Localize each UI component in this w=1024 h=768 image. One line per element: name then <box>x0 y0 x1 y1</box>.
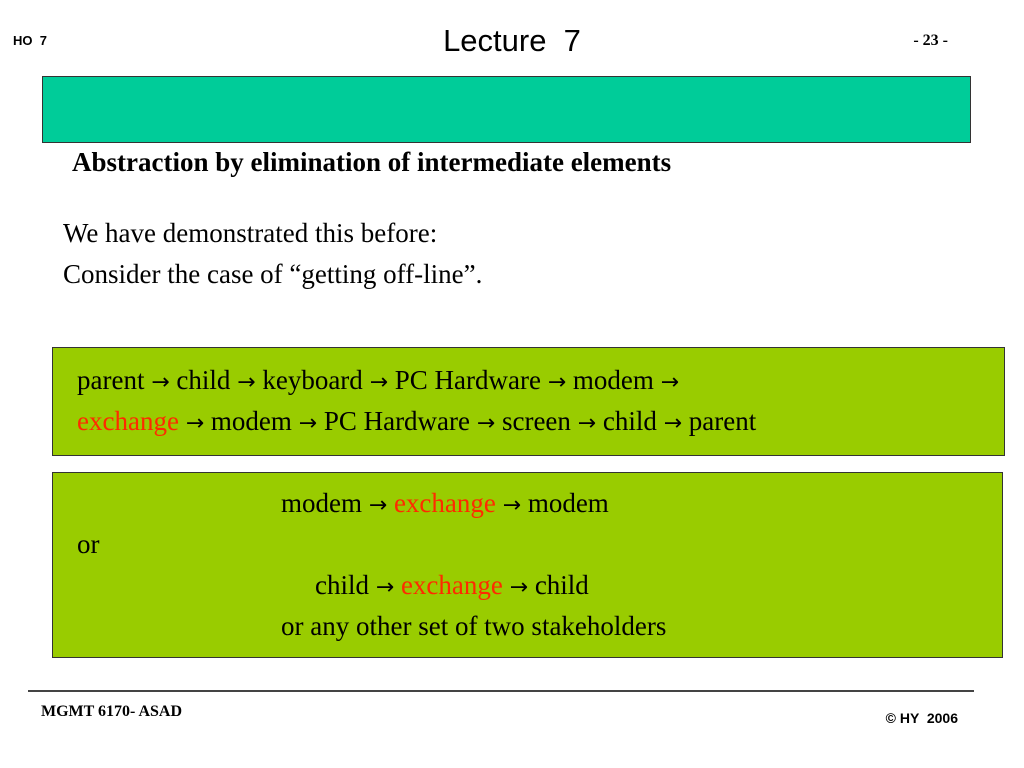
flow-box-full-chain <box>52 347 1005 456</box>
abstract-line-child <box>315 570 589 601</box>
slide-heading: Abstraction by elimination of intermediate elements <box>72 147 672 177</box>
chain-step-highlight: exchange <box>400 570 503 600</box>
right-arrow-icon: → <box>151 370 170 395</box>
footer-divider <box>28 690 974 692</box>
header-band <box>42 76 971 143</box>
chain-step: modem <box>281 488 362 518</box>
right-arrow-icon: → <box>375 575 395 600</box>
intro-line-1: We have demonstrated this before: <box>63 218 438 248</box>
handout-label: HO 7 <box>13 33 47 48</box>
chain-step: screen <box>501 406 571 436</box>
chain-step: child <box>176 365 231 395</box>
intro-line-2: Consider the case of “getting off-line”. <box>63 259 483 289</box>
right-arrow-icon: → <box>660 370 680 395</box>
chain-step: PC Hardware <box>323 406 471 436</box>
right-arrow-icon: → <box>237 370 256 395</box>
right-arrow-icon: → <box>476 411 496 436</box>
chain-step: child <box>602 406 657 436</box>
right-arrow-icon: → <box>663 411 683 436</box>
chain-step-highlight: exchange <box>77 406 179 436</box>
right-arrow-icon: → <box>369 370 388 395</box>
abstract-line-other: or any other set of two stakeholders <box>281 611 667 641</box>
footer-course: MGMT 6170- ASAD <box>41 703 183 720</box>
right-arrow-icon: → <box>185 411 205 436</box>
chain-step: modem <box>572 365 654 395</box>
full-chain-line-2 <box>77 406 756 437</box>
abstract-line-modem <box>281 488 609 519</box>
chain-step: child <box>315 570 369 600</box>
chain-step: modem <box>527 488 609 518</box>
chain-step-highlight: exchange <box>393 488 496 518</box>
full-chain-line-1 <box>77 365 679 396</box>
right-arrow-icon: → <box>368 493 388 518</box>
right-arrow-icon: → <box>577 411 597 436</box>
right-arrow-icon: → <box>547 370 567 395</box>
page-number: - 23 - <box>913 32 948 49</box>
or-label: or <box>77 529 100 559</box>
right-arrow-icon: → <box>509 575 529 600</box>
chain-step: modem <box>210 406 292 436</box>
right-arrow-icon: → <box>298 411 318 436</box>
chain-step: keyboard <box>262 365 363 395</box>
flow-box-abstracted <box>52 472 1003 658</box>
chain-step: PC Hardware <box>394 365 541 395</box>
chain-step: child <box>534 570 589 600</box>
chain-step: parent <box>688 406 757 436</box>
footer-copyright: © HY 2006 <box>885 710 958 726</box>
chain-step: parent <box>77 365 145 395</box>
lecture-title: Lecture 7 <box>443 23 581 58</box>
right-arrow-icon: → <box>502 493 522 518</box>
